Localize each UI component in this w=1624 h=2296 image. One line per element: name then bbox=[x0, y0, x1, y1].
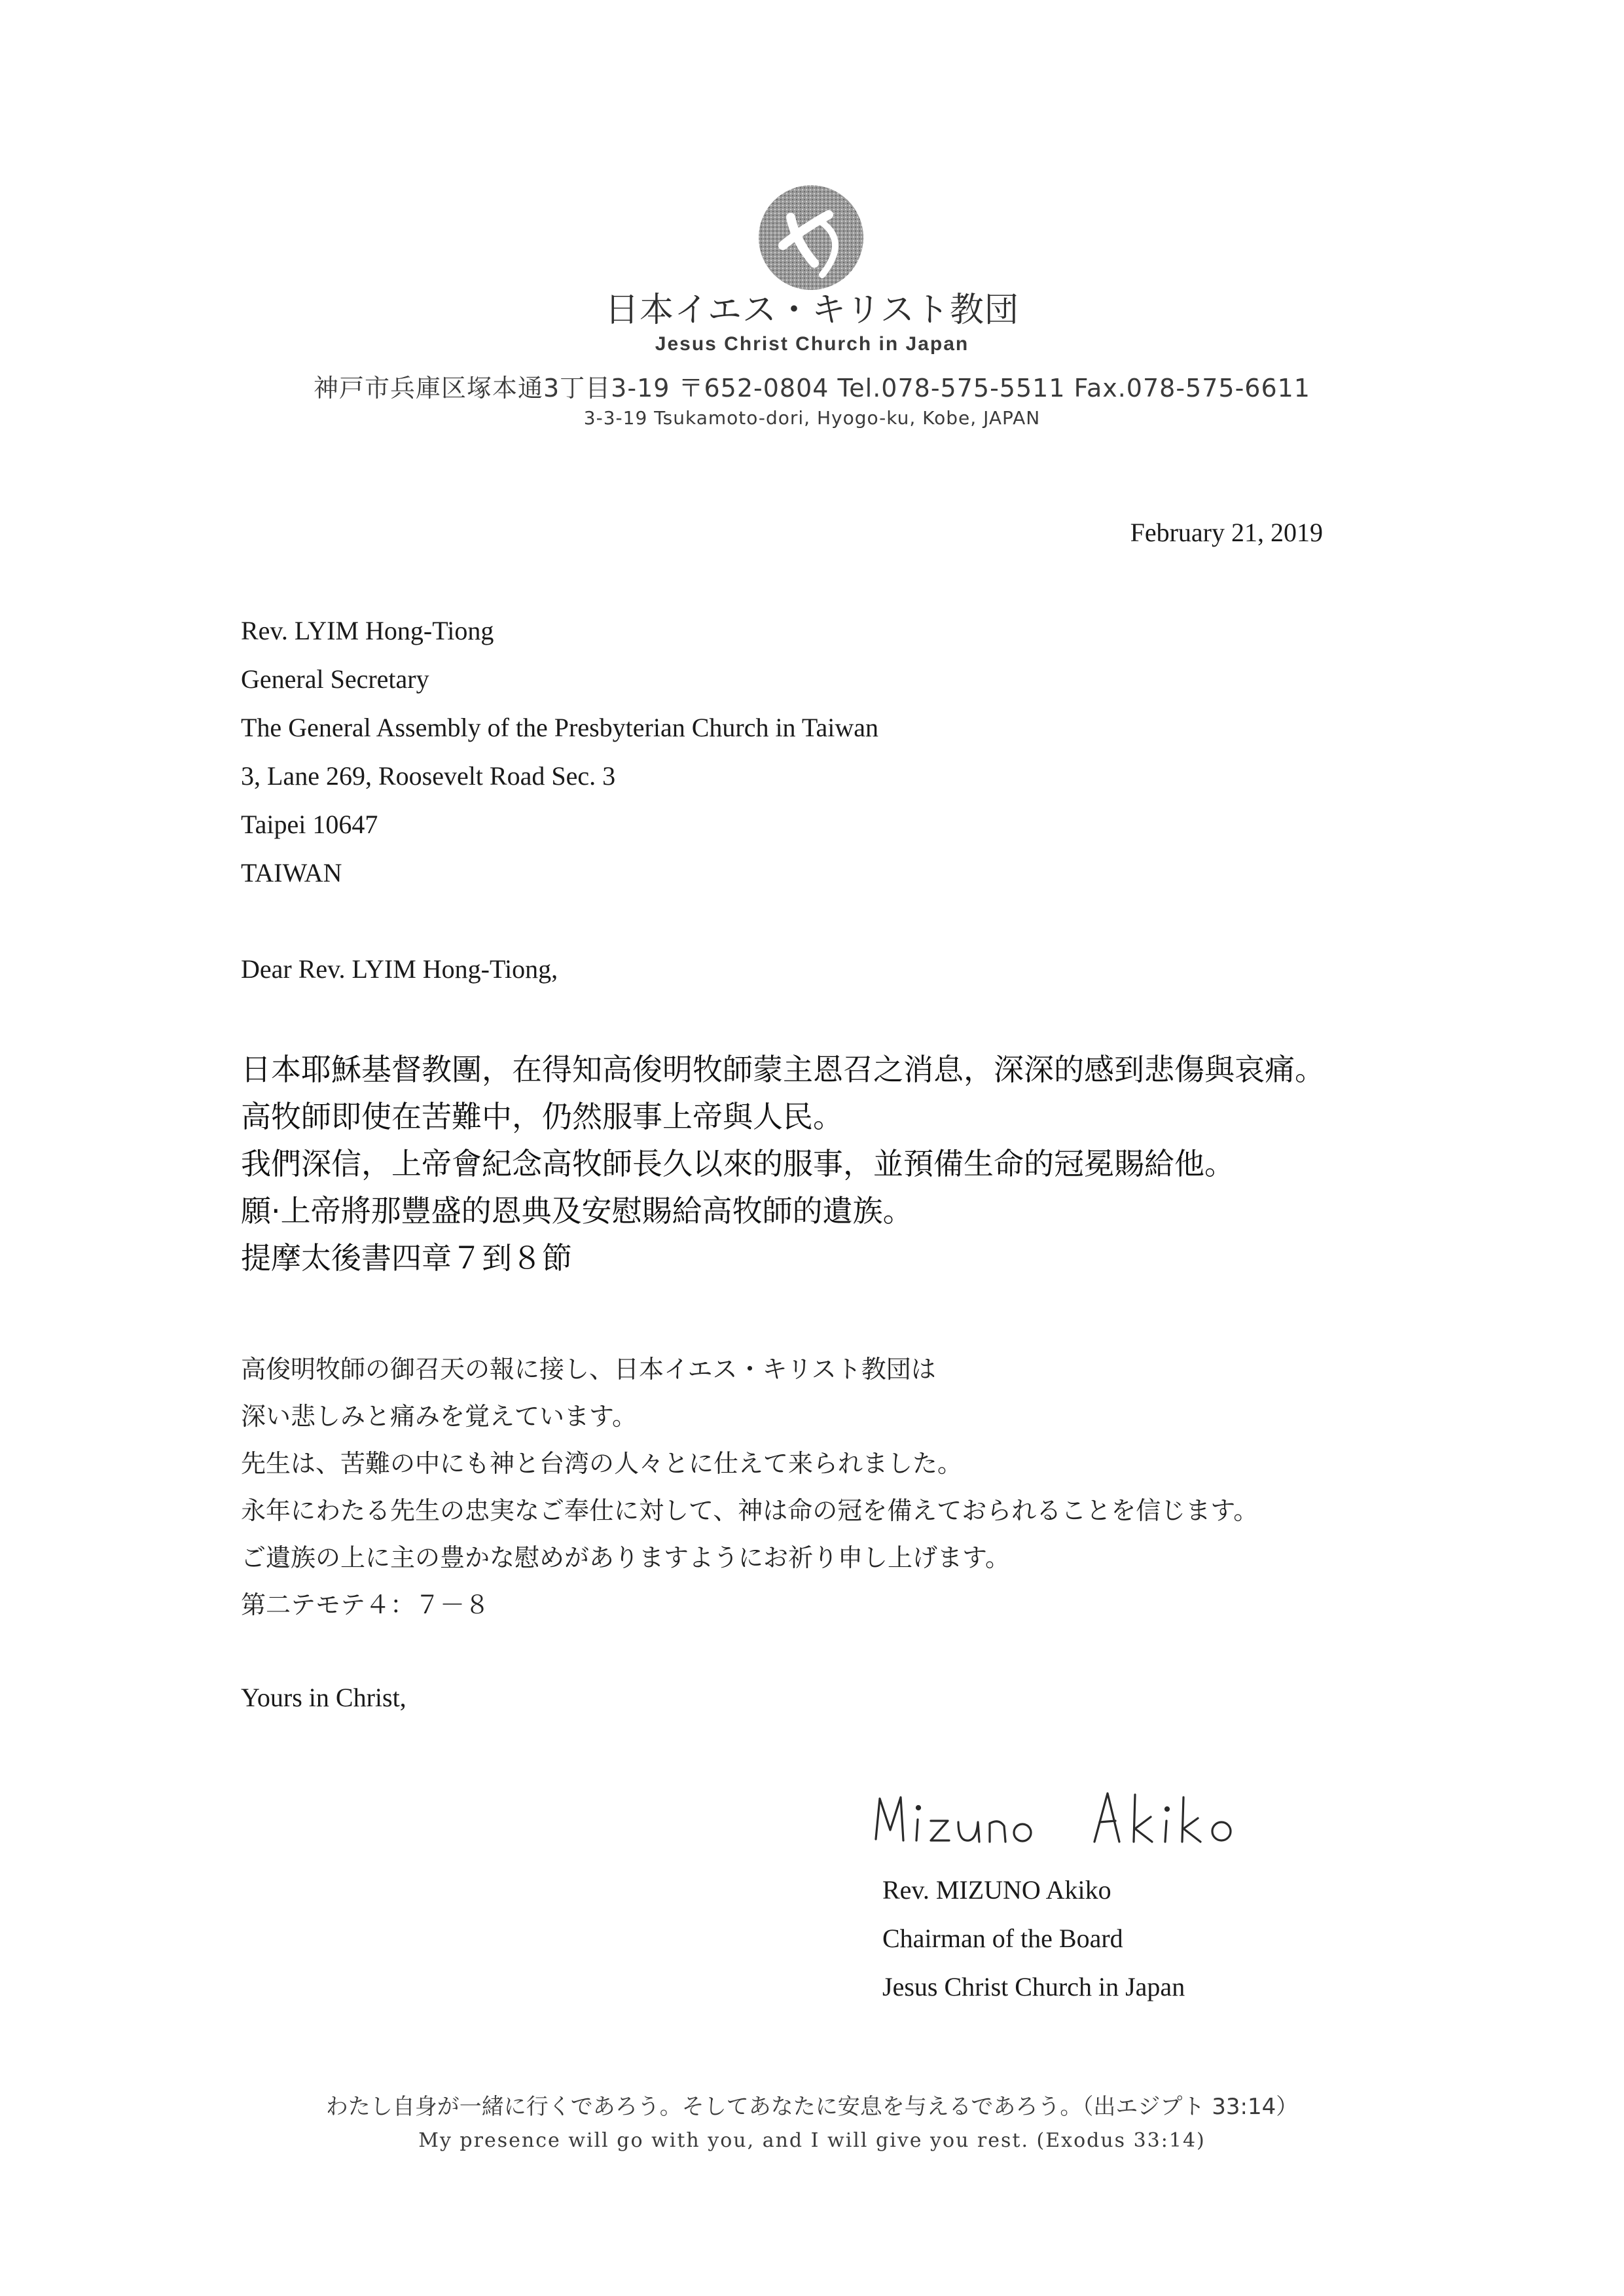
message-japanese bbox=[241, 1354, 1258, 1636]
message-ja-line: 深い悲しみと痛みを覚えています。 bbox=[241, 1402, 637, 1431]
message-chinese bbox=[241, 1051, 1325, 1287]
message-zh-line: 日本耶穌基督教團，在得知高俊明牧師蒙主恩召之消息，深深的感到悲傷與哀痛。 bbox=[241, 1052, 1325, 1087]
signatory-block bbox=[882, 1874, 1185, 2020]
church-logo-icon bbox=[757, 183, 865, 292]
message-ja-line: 先生は、苦難の中にも神と台湾の人々とに仕えて来られました。 bbox=[241, 1449, 963, 1478]
salutation: Dear Rev. LYIM Hong-Tiong, bbox=[241, 954, 558, 984]
message-zh-line: 我們深信，上帝會紀念高牧師長久以來的服事，並預備生命的冠冕賜給他。 bbox=[241, 1146, 1235, 1181]
message-ja-line: ご遺族の上に主の豊かな慰めがありますようにお祈り申し上げます。 bbox=[241, 1543, 1010, 1572]
message-ja-line: 第二テモテ４：７－８ bbox=[241, 1590, 490, 1619]
message-zh-line: 提摩太後書四章７到８節 bbox=[241, 1240, 572, 1276]
address-en: 3-3-19 Tsukamoto-dori, Hyogo-ku, Kobe, JAPAN bbox=[583, 407, 1041, 429]
message-zh-line: 願·上帝將那豐盛的恩典及安慰賜給高牧師的遺族。 bbox=[241, 1193, 913, 1229]
message-ja-line: 永年にわたる先生の忠実なご奉仕に対して、神は命の冠を備えておられることを信じます。 bbox=[241, 1496, 1259, 1525]
recipient-line: 3, Lane 269, Roosevelt Road Sec. 3 bbox=[241, 761, 616, 791]
closing: Yours in Christ, bbox=[241, 1683, 406, 1712]
recipient-line: The General Assembly of the Presbyterian Church in Taiwan bbox=[241, 713, 878, 742]
address-ja: 神戸市兵庫区塚本通3丁目3-19 〒652-0804 Tel.078-575-5511 Fax.078-575-6611 bbox=[314, 374, 1310, 403]
signatory-line: Jesus Christ Church in Japan bbox=[882, 1972, 1185, 2001]
message-zh-line: 高牧師即使在苦難中，仍然服事上帝與人民。 bbox=[241, 1099, 843, 1134]
footer-verse-ja: わたし自身が一緒に行くであろう。そしてあなたに安息を与えるであろう。（出エジプト 33:14） bbox=[325, 2094, 1299, 2120]
signatory-line: Chairman of the Board bbox=[882, 1924, 1123, 1953]
recipient-line: General Secretary bbox=[241, 664, 429, 694]
handwritten-signature bbox=[871, 1779, 1276, 1851]
recipient-line: TAIWAN bbox=[241, 858, 342, 888]
recipient-line: Rev. LYIM Hong-Tiong bbox=[241, 616, 494, 645]
recipient-line: Taipei 10647 bbox=[241, 810, 378, 839]
org-name-en: Jesus Christ Church in Japan bbox=[655, 333, 969, 355]
footer-verse-en: My presence will go with you, and I will give you rest. (Exodus 33:14) bbox=[418, 2129, 1206, 2152]
signatory-line: Rev. MIZUNO Akiko bbox=[882, 1875, 1111, 1905]
message-ja-line: 高俊明牧師の御召天の報に接し、日本イエス・キリスト教団は bbox=[241, 1355, 936, 1384]
recipient-address bbox=[241, 615, 878, 906]
letter-date: February 21, 2019 bbox=[1130, 518, 1323, 547]
org-name-ja: 日本イエス・キリスト教団 bbox=[605, 291, 1019, 330]
